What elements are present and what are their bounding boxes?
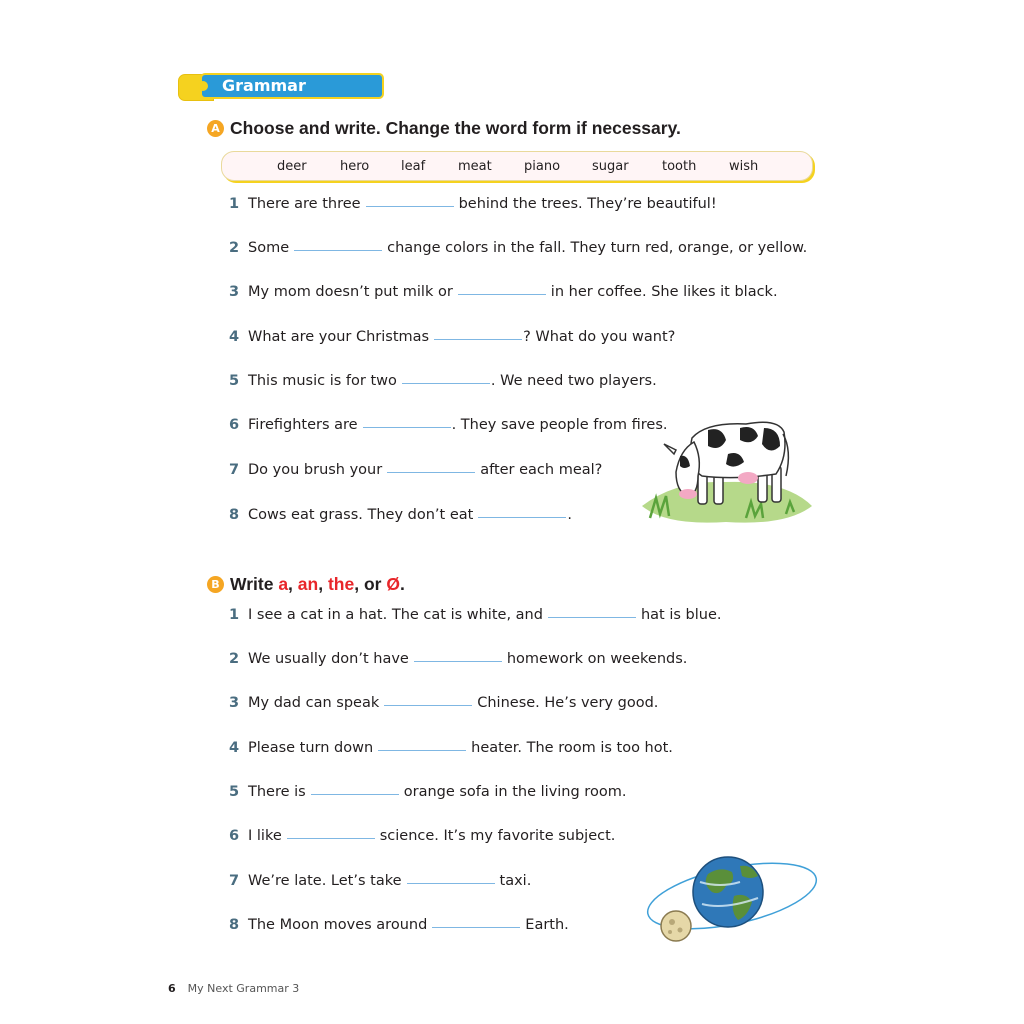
item-number: 6 [229,417,240,433]
item-text-before: My dad can speak [248,695,380,711]
exercise-item [229,373,657,397]
exercise-item [229,784,626,808]
exercise-item [229,240,807,264]
answer-blank[interactable] [287,837,375,839]
item-text-after: taxi. [499,873,532,889]
item-text-after: after each meal? [480,462,603,478]
answer-blank[interactable] [378,749,466,751]
word-bank-item: piano [524,159,561,174]
answer-blank[interactable] [407,882,495,884]
item-number: 6 [229,828,240,844]
exercise-item [229,828,615,852]
answer-blank[interactable] [458,293,546,295]
moon [661,911,691,941]
option-zero: Ø [386,573,400,594]
instruction-prefix: Write [230,573,274,594]
word-bank-item: leaf [401,159,426,174]
word-bank-item: meat [458,159,492,174]
answer-blank[interactable] [414,660,502,662]
answer-blank[interactable] [384,704,472,706]
item-text-after: . We need two players. [490,373,657,389]
section-b-badge: B [207,576,224,593]
answer-blank[interactable] [434,338,522,340]
item-text-before: We usually don’t have [248,651,409,667]
answer-blank[interactable] [363,426,451,428]
item-number: 3 [229,284,240,300]
item-text-after: ? What do you want? [523,329,676,345]
item-text-before: Do you brush your [248,462,383,478]
item-text-before: I like [248,828,282,844]
page-number: 6 [168,982,176,995]
item-text-before: Some [248,240,290,256]
exercise-item [229,329,675,353]
banner-title: Grammar Practice [200,73,384,99]
exercise-item [229,873,531,897]
answer-blank[interactable] [387,471,475,473]
answer-blank[interactable] [478,516,566,518]
item-text-before: I see a cat in a hat. The cat is white, and [248,607,543,623]
item-text-after: science. It’s my favorite subject. [379,828,616,844]
item-number: 7 [229,462,240,478]
section-a-heading [207,116,681,140]
item-text-before: This music is for two [248,373,397,389]
section-a-instruction: Choose and write. Change the word form if necessary. [230,117,681,138]
item-text-after: heater. The room is too hot. [471,740,673,756]
item-number: 8 [229,917,240,933]
item-number: 8 [229,507,240,523]
exercise-item [229,462,602,486]
exercise-item [229,651,687,675]
earth [693,857,763,927]
section-banner [178,73,386,117]
exercise-item [229,417,668,441]
item-number: 4 [229,740,240,756]
exercise-item [229,695,658,719]
item-text-before: There are three [248,196,361,212]
item-text-before: Please turn down [248,740,374,756]
item-number: 5 [229,784,240,800]
exercise-item [229,607,721,631]
item-text-after: hat is blue. [640,607,722,623]
answer-blank[interactable] [366,205,454,207]
item-text-after: . They save people from fires. [451,417,668,433]
exercise-item [229,740,673,764]
item-text-before: We’re late. Let’s take [248,873,402,889]
option-a: a [278,573,289,594]
page-footer [168,982,299,995]
answer-blank[interactable] [548,616,636,618]
item-text-before: What are your Christmas [248,329,430,345]
earth-moon-illustration [640,852,820,946]
item-number: 2 [229,651,240,667]
item-number: 4 [229,329,240,345]
exercise-item [229,917,569,941]
item-text-before: Cows eat grass. They don’t eat [248,507,474,523]
item-text-before: The Moon moves around [248,917,428,933]
answer-blank[interactable] [294,249,382,251]
item-text-after: in her coffee. She likes it black. [550,284,778,300]
item-number: 1 [229,607,240,623]
item-text-before: Firefighters are [248,417,358,433]
word-bank-item: tooth [662,159,697,174]
answer-blank[interactable] [311,793,399,795]
item-text-after: homework on weekends. [506,651,688,667]
instruction-period: . [399,573,405,594]
item-text-before: My mom doesn’t put milk or [248,284,453,300]
item-text-after: Chinese. He’s very good. [477,695,659,711]
exercise-item [229,196,717,220]
item-number: 5 [229,373,240,389]
exercise-item [229,507,572,531]
item-text-after: behind the trees. They’re beautiful! [458,196,717,212]
item-number: 1 [229,196,240,212]
item-text-after: . [567,507,572,523]
item-number: 2 [229,240,240,256]
option-the: the [327,573,355,594]
answer-blank[interactable] [402,382,490,384]
item-text-after: orange sofa in the living room. [403,784,627,800]
word-bank-item: deer [277,159,307,174]
item-number: 3 [229,695,240,711]
word-bank-item: sugar [592,159,629,174]
section-a-badge: A [207,120,224,137]
instruction-or: or [363,573,382,594]
item-number: 7 [229,873,240,889]
item-text-after: Earth. [525,917,569,933]
word-bank-item: wish [729,159,759,174]
book-title: My Next Grammar 3 [187,982,300,995]
word-bank [221,151,813,181]
cow-illustration [636,410,816,528]
section-b-heading [207,572,405,596]
item-text-after: change colors in the fall. They turn red, orange, or yellow. [387,240,808,256]
option-an: an [297,573,319,594]
section-b-instruction: Write a, an, the, or Ø. [230,573,405,594]
word-bank-item: hero [340,159,370,174]
item-text-before: There is [248,784,306,800]
banner-dot [198,81,208,91]
exercise-item [229,284,778,308]
answer-blank[interactable] [432,926,520,928]
